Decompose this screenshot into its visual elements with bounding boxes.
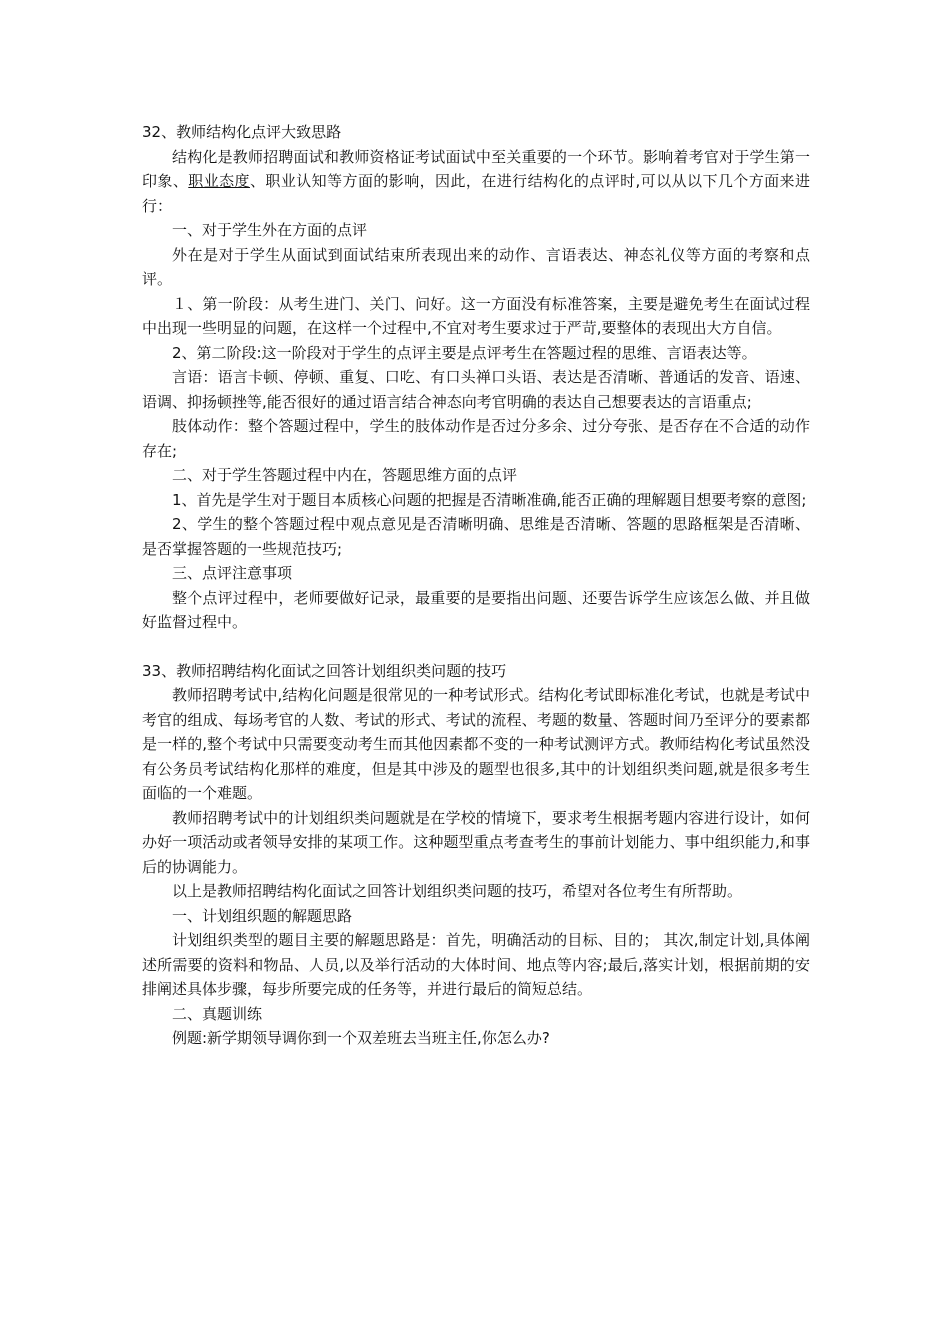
- section-32-heading-1: 一、对于学生外在方面的点评: [172, 221, 368, 239]
- section-33-paragraph-5: 例题:新学期领导调你到一个双差班去当班主任,你怎么办?: [172, 1029, 550, 1047]
- section-33-paragraph-2: 教师招聘考试中的计划组织类问题就是在学校的情境下，要求考生根据考题内容进行设计，如何办好一项活动或者领导安排的某项工作。这种题型重点考查考生的事前计划能力、事中组织能力,和事后的协调能力。: [142, 808, 810, 876]
- section-32-title: 32、教师结构化点评大致思路: [142, 123, 342, 141]
- section-33-paragraph-4: 计划组织类型的题目主要的解题思路是：首先，明确活动的目标、目的； 其次,制定计划,具体阐述所需要的资料和物品、人员,以及举行活动的大体时间、地点等内容;最后,落实计划，根据前期的安排阐述具体步骤，每步所要完成的任务等，并进行最后的简短总结。: [142, 931, 810, 998]
- intro-text-b: 、职业认知等方面的影响，因此，在进行结构化的点评时,可以从以下几个方面来进行：: [142, 172, 810, 215]
- section-32-heading-2: 二、对于学生答题过程中内在，答题思维方面的点评: [172, 466, 518, 484]
- section-32-intro: [142, 145, 810, 219]
- section-32-paragraph-6: 1、首先是学生对于题目本质核心问题的把握是否清晰准确,能否正确的理解题目想要考察的意图;: [172, 490, 807, 509]
- section-33-heading-2: 二、真题训练: [172, 1004, 263, 1023]
- section-32-paragraph-1: 外在是对于学生从面试到面试结束所表现出来的动作、言语表达、神态礼仪等方面的考察和点评。: [142, 245, 810, 288]
- intro-underlined-term: 职业态度: [188, 172, 250, 190]
- section-32-paragraph-5: 肢体动作：整个答题过程中，学生的肢体动作是否过分多余、过分夸张、是否存在不合适的动作存在;: [142, 417, 810, 460]
- section-32-heading-3: 三、点评注意事项: [172, 564, 293, 582]
- section-spacer: [142, 635, 810, 659]
- document-page: [142, 120, 810, 1051]
- section-33-paragraph-1: 教师招聘考试中,结构化问题是很常见的一种考试形式。结构化考试即标准化考试，也就是考试中考官的组成、每场考官的人数、考试的形式、考试的流程、考题的数量、答题时间乃至评分的要素都是一样的,整个考试中只需要变动考生而其他因素都不变的一种考试测评方式。教师结构化考试虽然没有公务员考试结构化那样的难度，但是其中涉及的题型也很多,其中的计划组织类问题,就是很多考生面临的一个难题。: [142, 686, 810, 802]
- section-32-paragraph-7: 2、学生的整个答题过程中观点意见是否清晰明确、思维是否清晰、答题的思路框架是否清晰、是否掌握答题的一些规范技巧;: [142, 515, 810, 558]
- section-32-paragraph-8: 整个点评过程中，老师要做好记录，最重要的是要指出问题、还要告诉学生应该怎么做、并且做好监督过程中。: [142, 588, 810, 631]
- section-33-title: 33、教师招聘结构化面试之回答计划组织类问题的技巧: [142, 661, 507, 680]
- section-32-paragraph-3: 2、第二阶段:这一阶段对于学生的点评主要是点评考生在答题过程的思维、言语表达等。: [172, 343, 757, 362]
- intro-text-a: 结构化是教师招聘面试和教师资格证考试面试中至关重要的一个环节。影响着考官对于学生第一印象、: [142, 147, 810, 190]
- section-32-paragraph-2: １、第一阶段：从考生进门、关门、问好。这一方面没有标准答案，主要是避免考生在面试过程中出现一些明显的问题，在这样一个过程中,不宜对考生要求过于严苛,要整体的表现出大方自信。: [142, 294, 810, 337]
- section-32-paragraph-4: 言语：语言卡顿、停顿、重复、口吃、有口头禅口头语、表达是否清晰、普通话的发音、语速、语调、抑扬顿挫等,能否很好的通过语言结合神态向考官明确的表达自己想要表达的言语重点;: [142, 368, 810, 411]
- section-33-paragraph-3: 以上是教师招聘结构化面试之回答计划组织类问题的技巧，希望对各位考生有所帮助。: [172, 882, 743, 900]
- section-33-heading-1: 一、计划组织题的解题思路: [172, 906, 353, 925]
